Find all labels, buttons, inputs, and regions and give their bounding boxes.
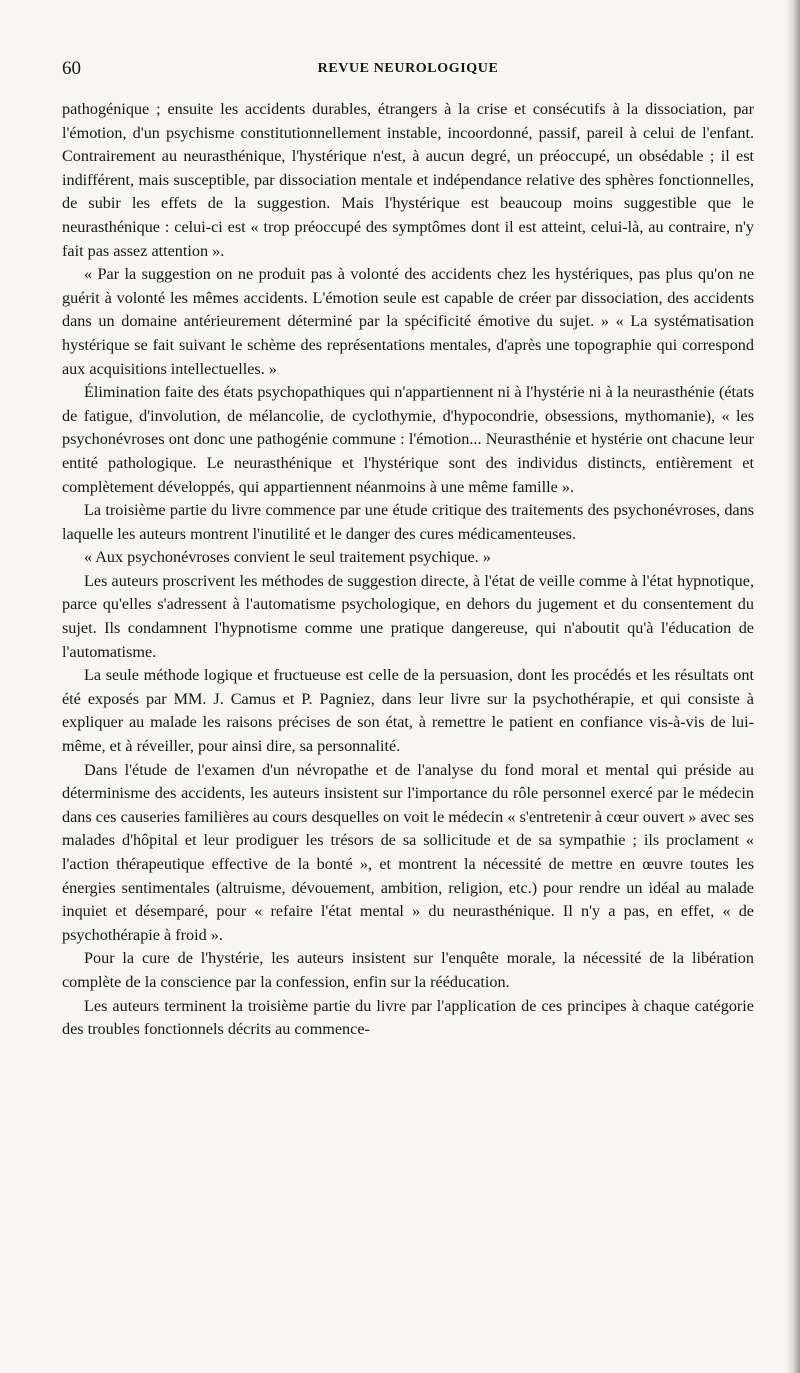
body-text — [62, 98, 754, 1042]
paragraph-2: « Par la suggestion on ne produit pas à volonté des accidents chez les hystériques, pas plus qu'on ne guérit à volonté les mêmes accidents. L'émotion seule est capable de créer par dissociation, des accidents dans un domaine antérieurement déterminé par la spécificité émotive du sujet. » « La systématisation hystérique se fait suivant le schème des représentations mentales, d'après une topographie qui correspond aux acquisitions intellectuelles. » — [62, 265, 754, 378]
paragraph-9: Pour la cure de l'hystérie, les auteurs insistent sur l'enquête morale, la nécessité de la libération complète de la conscience par la confession, enfin sur la rééducation. — [62, 949, 754, 991]
paragraph-5: « Aux psychonévroses convient le seul traitement psychique. » — [84, 548, 491, 567]
paragraph-6: Les auteurs proscrivent les méthodes de suggestion directe, à l'état de veille comme à l'état hypnotique, parce qu'elles s'adressent à l'automatisme psychologique, en dehors du jugement et du consentement du sujet. Ils condamnent l'hypnotisme comme une pratique dangereuse, qui n'aboutit qu'à l'éducation de l'automatisme. — [62, 571, 754, 661]
paragraph-7: La seule méthode logique et fructueuse est celle de la persuasion, dont les procédés et les résultats ont été exposés par MM. J. Camus et P. Pagniez, dans leur livre sur la psychothérapie, et qui consiste à expliquer au malade les raisons précises de son état, à remettre le patient en confiance vis-à-vis de lui-même, et à réveiller, pour ainsi dire, sa personnalité. — [62, 666, 754, 756]
running-head: REVUE NEUROLOGIQUE — [317, 61, 499, 76]
page-edge-shadow — [786, 0, 800, 1373]
paragraph-1: pathogénique ; ensuite les accidents durables, étrangers à la crise et consécutifs à la dissociation, par l'émotion, d'un psychisme constitutionnellement instable, incoordonné, passif, pareil à celui de l'enfant. Contrairement au neurasthénique, l'hystérique n'est, à aucun degré, un préoccupé, un obsédable ; il est indifférent, mais susceptible, par dissociation mentale et indépendance relative des sphères fonctionnelles, de subir les effets de la suggestion. Mais l'hystérique est beaucoup moins suggestible que le neurasthénique : celui-ci est « trop préoccupé des symptômes dont il est atteint, celui-là, au contraire, n'y fait pas assez attention ». — [62, 100, 754, 260]
paragraph-8: Dans l'étude de l'examen d'un névropathe et de l'analyse du fond moral et mental qui préside au déterminisme des accidents, les auteurs insistent sur l'importance du rôle personnel exercé par le médecin dans ces causeries familières au cours desquelles on voit le médecin « s'entretenir à cœur ouvert » avec ses malades d'hôpital et leur prodiguer les trésors de sa sollicitude et de sa sympathie ; ils proclament « l'action thérapeutique effective de la bonté », et montrent la nécessité de mettre en œuvre toutes les énergies sentimentales (altruisme, dévouement, ambition, religion, etc.) pour rendre un idéal au malade inquiet et désemparé, pour « refaire l'état mental » du neurasthénique. Il n'y a pas, en effet, « de psychothérapie à froid ». — [62, 760, 754, 944]
paragraph-3: Élimination faite des états psychopathiques qui n'appartiennent ni à l'hystérie ni à la neurasthénie (états de fatigue, d'involution, de mélancolie, de cyclothymie, d'hypocondrie, obsessions, mythomanie), « les psychonévroses ont donc une pathogénie commune : l'émotion... Neurasthénie et hystérie ont chacune leur entité pathologique. Le neurasthénique et l'hystérique sont des individus distincts, entièrement et complètement développés, qui appartiennent néanmoins à une même famille ». — [62, 383, 754, 496]
page-header — [62, 58, 754, 84]
paragraph-4: La troisième partie du livre commence par une étude critique des traitements des psychonévroses, dans laquelle les auteurs montrent l'inutilité et le danger des cures médicamenteuses. — [62, 501, 754, 543]
page-number: 60 — [62, 58, 81, 79]
paragraph-10: Les auteurs terminent la troisième partie du livre par l'application de ces principes à chaque catégorie des troubles fonctionnels décrits au commence- — [62, 996, 754, 1039]
